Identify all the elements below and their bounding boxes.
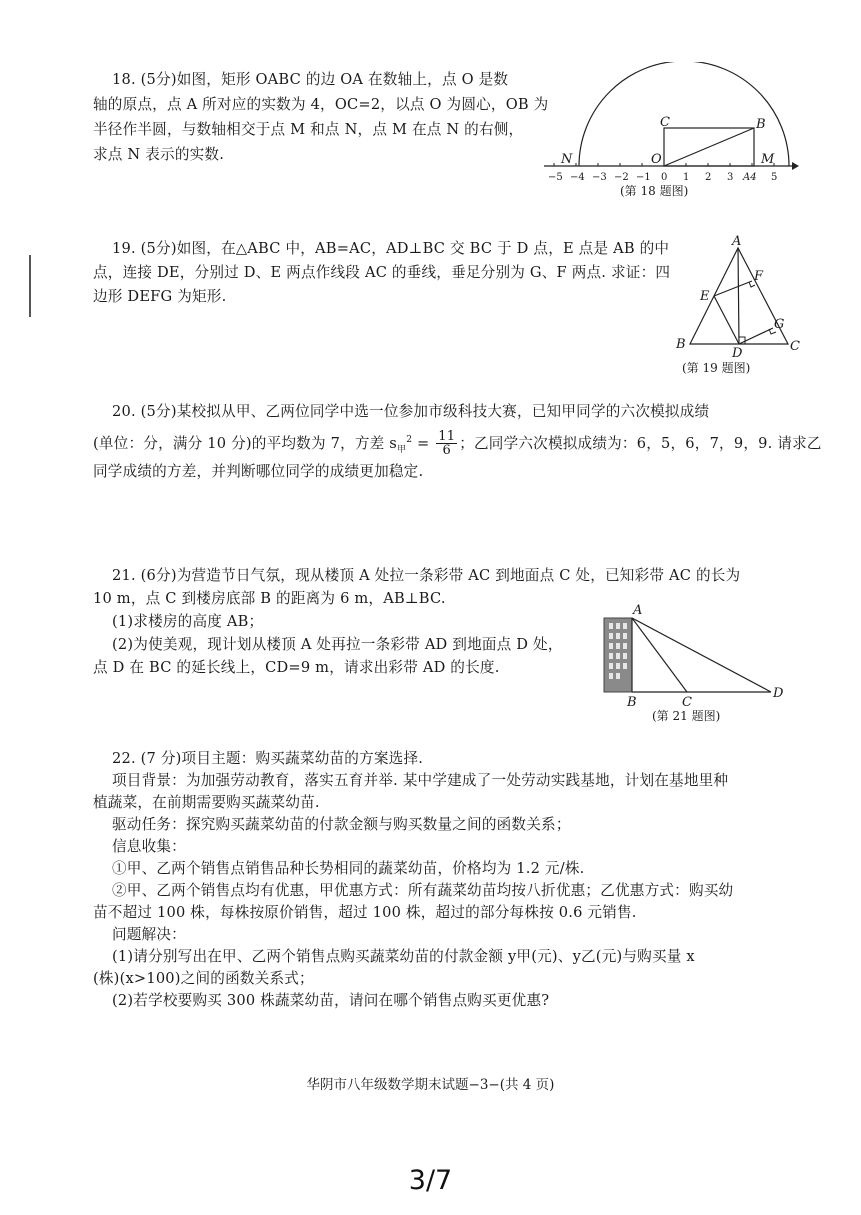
- q21-caption: (第 21 题图): [652, 709, 721, 723]
- q21-figure: [595, 600, 795, 728]
- fraction-11-6: [436, 430, 457, 457]
- label-b: B: [756, 117, 766, 132]
- tick-label: A4: [743, 172, 757, 183]
- page-footer: 华阴市八年级数学期末试题−3−(共 4 页): [306, 1077, 555, 1093]
- segment-dg: [739, 328, 773, 344]
- variance-superscript: 2: [406, 435, 413, 445]
- label-b: B: [676, 337, 686, 352]
- tick-label: −2: [614, 172, 629, 183]
- label-e: E: [700, 289, 710, 304]
- q18-line-4: 求点 N 表示的实数.: [93, 146, 225, 163]
- q19-line-3: 边形 DEFG 为矩形.: [93, 288, 227, 305]
- tick-label: −1: [636, 172, 651, 183]
- tick-label: −4: [570, 172, 585, 183]
- q20-line-2-end: ；乙同学六次模拟成绩为：6，5，6，7，9，9. 请求乙: [459, 434, 822, 452]
- label-f: F: [754, 269, 764, 284]
- scan-margin-mark: [29, 255, 31, 317]
- q18-figure: [540, 62, 800, 202]
- q19-line-2: 点，连接 DE，分别过 D、E 两点作线段 AC 的垂线，垂足分别为 G、F 两点. 求证：四: [93, 264, 671, 281]
- tick-label: 3: [727, 172, 734, 183]
- altitude-ad: [738, 248, 739, 344]
- semicircle: [579, 62, 789, 166]
- label-g: G: [774, 317, 785, 332]
- q18-caption: (第 18 题图): [620, 184, 689, 198]
- label-c: C: [682, 695, 692, 710]
- tick-label: 0: [661, 172, 668, 183]
- q22-line-7: ②甲、乙两个销售点均有优惠，甲优惠方式：所有蔬菜幼苗均按八折优惠；乙优惠方式：购买幼: [112, 882, 734, 899]
- q21-line-3: (1)求楼房的高度 AB；: [112, 613, 264, 630]
- q22-line-11: (株)(x>100)之间的函数关系式；: [93, 970, 314, 987]
- q22-line-4: 驱动任务：探究购买蔬菜幼苗的付款金额与购买数量之间的函数关系；: [112, 816, 571, 833]
- label-d: D: [773, 686, 784, 701]
- tick-label: 5: [771, 172, 778, 183]
- q22-line-9: 问题解决：: [112, 926, 186, 943]
- label-m: M: [761, 152, 775, 167]
- label-a: A: [732, 234, 742, 249]
- label-o: O: [651, 152, 662, 167]
- q18-line-1: 18. (5分)如图，矩形 OABC 的边 OA 在数轴上，点 O 是数: [112, 71, 509, 88]
- tick-label: −5: [548, 172, 563, 183]
- q22-line-8: 苗不超过 100 株，每株按原价销售，超过 100 株，超过的部分每株按 0.6 元销售.: [93, 904, 637, 921]
- label-n: N: [561, 152, 573, 167]
- segment-de: [714, 296, 739, 344]
- tick-label: 2: [705, 172, 712, 183]
- q18-line-3: 半径作半圆，与数轴相交于点 M 和点 N，点 M 在点 N 的右侧，: [93, 121, 524, 138]
- q22-line-6: ①甲、乙两个销售点销售品种长势相同的蔬菜幼苗，价格均为 1.2 元/株.: [112, 860, 585, 877]
- label-d: D: [732, 346, 743, 361]
- label-a: A: [633, 603, 643, 618]
- q21-line-1: 21. (6分)为营造节日气氛，现从楼顶 A 处拉一条彩带 AC 到地面点 C 处，已知彩带 AC 的长为: [112, 567, 741, 584]
- variance-subscript: 甲: [397, 444, 407, 455]
- ribbon-ac: [632, 618, 687, 692]
- diagonal-ob: [664, 128, 754, 166]
- q20-line-2: [93, 430, 822, 460]
- ribbon-ad: [632, 618, 771, 692]
- label-c: C: [790, 339, 800, 354]
- q22-line-2: 项目背景：为加强劳动教育，落实五育并举. 某中学建成了一处劳动实践基地，计划在基地里种: [112, 772, 729, 789]
- label-b: B: [627, 695, 637, 710]
- q20-equals: =: [412, 434, 435, 452]
- q21-line-4: (2)为使美观，现计划从楼顶 A 处再拉一条彩带 AD 到地面点 D 处，: [112, 636, 563, 653]
- q20-line-2-start: (单位：分，满分 10 分)的平均数为 7，方差 s: [93, 434, 397, 452]
- q20-line-3: 同学成绩的方差，并判断哪位同学的成绩更加稳定.: [93, 463, 424, 480]
- q22-line-3: 植蔬菜，在前期需要购买蔬菜幼苗.: [93, 794, 320, 811]
- number-line-arrow: [792, 162, 799, 170]
- fraction-numerator: 11: [438, 429, 456, 445]
- q22-line-1: 22. (7 分)项目主题：购买蔬菜幼苗的方案选择.: [112, 750, 424, 767]
- label-c: C: [660, 115, 670, 130]
- q18-line-2: 轴的原点，点 A 所对应的实数为 4，OC=2，以点 O 为圆心，OB 为: [93, 96, 549, 113]
- q21-line-2: 10 m，点 C 到楼房底部 B 的距离为 6 m，AB⊥BC.: [93, 590, 446, 607]
- q19-caption: (第 19 题图): [682, 361, 751, 375]
- q19-line-1: 19. (5分)如图，在△ABC 中，AB=AC，AD⊥BC 交 BC 于 D 点，E 点是 AB 的中: [112, 240, 670, 257]
- q19-figure: [670, 232, 800, 380]
- tick-label: −3: [592, 172, 607, 183]
- q22-line-5: 信息收集：: [112, 838, 186, 855]
- q22-line-10: (1)请分别写出在甲、乙两个销售点购买蔬菜幼苗的付款金额 y甲(元)、y乙(元)与购买量 x: [112, 948, 695, 965]
- page-number: 3/7: [408, 1165, 453, 1196]
- tick-label: 1: [683, 172, 690, 183]
- fraction-denominator: 6: [442, 443, 451, 459]
- q22-line-12: (2)若学校要购买 300 株蔬菜幼苗，请问在哪个销售点购买更优惠?: [112, 992, 550, 1009]
- q21-line-5: 点 D 在 BC 的延长线上，CD=9 m，请求出彩带 AD 的长度.: [93, 659, 500, 676]
- q20-line-1: 20. (5分)某校拟从甲、乙两位同学中选一位参加市级科技大赛，已知甲同学的六次模拟成绩: [112, 403, 710, 420]
- segment-ef: [714, 281, 752, 296]
